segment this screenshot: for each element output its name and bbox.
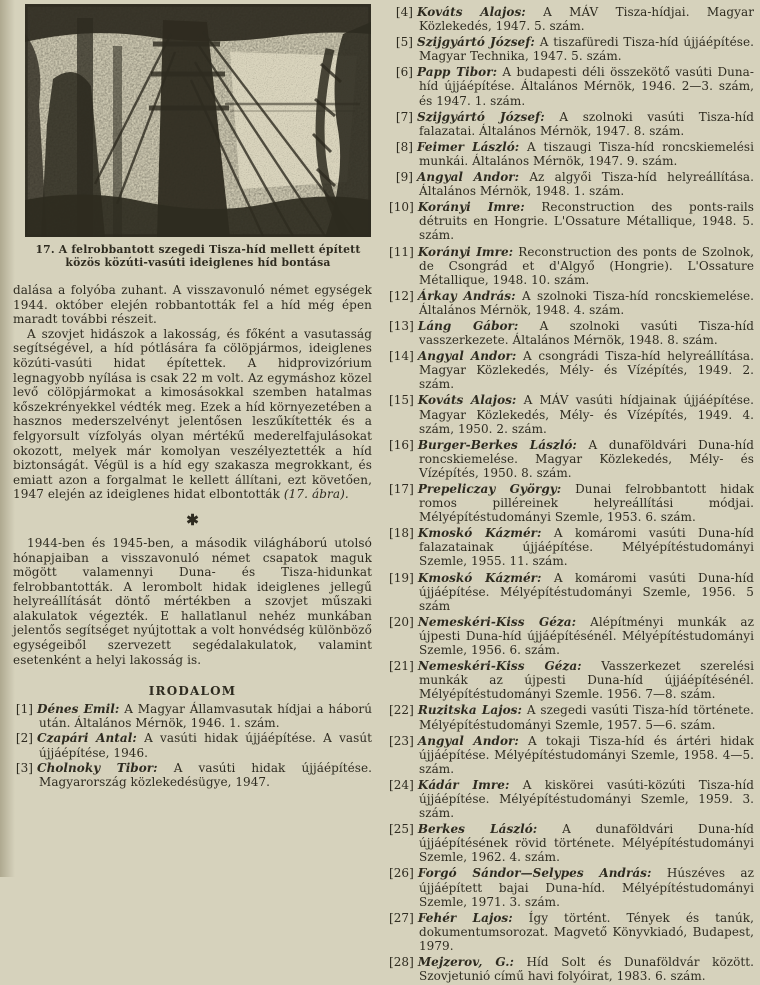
ref-author: Feimer László: (417, 139, 520, 154)
ref-number: [7] (395, 109, 413, 124)
ref-number: [10] (389, 200, 414, 215)
bibliography-entry (389, 200, 754, 242)
bibliography-entry (389, 866, 754, 908)
ref-number: [15] (389, 393, 414, 408)
ref-author: Korányi Imre: (417, 200, 525, 215)
ref-number: [2] (15, 731, 33, 746)
ref-author: Korányi Imre: (417, 244, 514, 259)
ref-text: A kiskörei vasúti-közúti Tisza-híd újjáépítése. Mélyépítéstudományi Szemle, 1959. 3. szám. (419, 777, 754, 821)
article-body (13, 283, 372, 502)
bibliography-entry (389, 245, 754, 287)
ref-text: A tiszafüredi Tisza-híd újjáépítése. Magyar Technika, 1947. 5. szám. (419, 35, 754, 64)
bibliography-entry (13, 702, 372, 730)
bibliography-entry (389, 778, 754, 820)
ref-text: A Magyar Államvasutak hídjai a háború után. Általános Mérnök, 1946. 1. szám. (39, 702, 372, 731)
ref-author: Kádár Imre: (417, 777, 510, 792)
bibliography-entry (389, 615, 754, 657)
bibliography-entry (13, 731, 372, 759)
ref-author: Berkes László: (417, 822, 538, 837)
bibliography-entry (389, 438, 754, 480)
ref-author: Prepeliczay György: (417, 482, 562, 496)
ref-text: Reconstruction des ponts-rails détruits en Hongrie. L'Ossature Métallique, 1948. 5. szám. (419, 200, 754, 243)
ref-number: [25] (389, 822, 414, 837)
ref-author: Mejzerov, G.: (417, 955, 514, 969)
ref-author: Szijgyártó József: (417, 109, 545, 124)
bibliography-entry (389, 170, 754, 198)
ref-number: [20] (389, 614, 414, 629)
ref-text: A tiszaugi Tisza-híd roncskiemelési munkái. Általános Mérnök, 1947. 9. szám. (419, 139, 754, 168)
ref-number: [12] (389, 288, 414, 303)
bibliography-entry (389, 289, 754, 317)
figure-caption: 17. A felrobbantott szegedi Tisza-híd mellett épített közös közúti-vasúti ideiglenes híd bontása (35, 243, 361, 269)
ref-author: Kováts Alajos: (417, 393, 517, 408)
bibliography-entry (389, 349, 754, 391)
ref-text: A dunaföldvári Duna-híd roncskiemelése. Magyar Közlekedés, Mély- és Vízépítés, 1950. 8. szám. (419, 437, 755, 480)
ref-author: Forgó Sándor—Selypes András: (417, 866, 652, 881)
ref-author: Fehér Lajos: (417, 910, 513, 925)
ref-text: Az algyői Tisza-híd helyreállítása. Általános Mérnök, 1948. 1. szám. (419, 170, 754, 199)
bibliography-entry (389, 482, 754, 524)
ref-text: A MÁV Tisza-hídjai. Magyar Közlekedés, 1947. 5. szám. (419, 5, 754, 34)
ref-author: Kmoskó Kázmér: (417, 526, 542, 541)
ref-author: Szijgyártó József: (417, 35, 535, 50)
ref-text: A dunaföldvári Duna-híd újjáépítésének rövid története. Mélyépítéstudományi Szemle, 1962. 4. szám. (419, 822, 754, 865)
ref-number: [9] (395, 170, 413, 185)
bibliography-entry (389, 35, 754, 63)
ref-author: Angyal Andor: (417, 349, 517, 364)
ref-text: A komáromi vasúti Duna-híd újjáépítése. Mélyépítéstudományi Szemle, 1956. 5 szám (419, 570, 754, 613)
ref-text: A szolnoki vasúti Tisza-híd vasszerkezete. Általános Mérnök, 1948. 8. szám. (419, 318, 754, 348)
ref-number: [21] (389, 659, 414, 674)
ref-number: [11] (389, 244, 414, 259)
ref-number: [13] (389, 318, 414, 333)
ref-text: Így történt. Tények és tanúk, dokumentumsorozat. Magvető Könyvkiadó, Budapest, 1979. (419, 910, 754, 953)
paragraph-text: A szovjet hidászok a lakosság, és főként a vasutasság segítségével, a híd pótlására fa cölöpjármos, ideiglenes közúti-vasúti hidat építettek. A hidprovizórium legnagyobb nyílása is csak 22 m volt. Az egymáshoz közel levő cölöpjármokat a kimosásokkal szemben hatalmas kőszekrényekkel védték meg. Ezek a híd környezetében a hasznos mederszelvényt jelentősen leszűkítették és a felgyorsult vízfolyás olyan mértékű mederelfajulásokat okozott, melyek már komolyan veszélyeztették a híd biztonságát. Végül is a híd egy szakasza megrokkant, és emiatt azon a forgalmat le kellett állítani, ezt követően, 1947 elején az ideiglenes hidat elbontották (13, 326, 372, 502)
bibliography-entry (389, 5, 754, 33)
ref-text: A szolnoki Tisza-híd roncskiemelése. Általános Mérnök, 1948. 4. szám. (419, 288, 754, 317)
bibliography-entry (389, 571, 754, 613)
ref-author: Dénes Emil: (37, 702, 120, 717)
right-column (389, 5, 754, 985)
bibliography-entry (389, 703, 754, 731)
bibliography-list-right (389, 5, 754, 983)
ref-number: [28] (389, 955, 414, 969)
bibliography-heading: IRODALOM (148, 684, 237, 699)
bibliography-entry (389, 65, 754, 107)
ref-text: Dunai felrobbantott hidak romos pilléreinek helyreállítási módjai. Mélyépítéstudományi Szemle, 1953. 6. szám. (419, 482, 754, 525)
bibliography-entry (389, 110, 754, 138)
ref-text: A csongrádi Tisza-híd helyreállítása. Magyar Közlekedés, Mély- és Vízépítés, 1949. 2. szám. (419, 349, 755, 392)
ref-author: Árkay András: (417, 288, 516, 303)
ref-author: Burger-Berkes László: (417, 437, 577, 452)
ref-number: [19] (389, 570, 414, 585)
ref-text: Reconstruction des ponts de Szolnok, de Csongrád et d'Algyő (Hongrie). L'Ossature Métallique, 1948. 10. szám. (419, 244, 754, 287)
bibliography-entry (389, 911, 754, 953)
ref-number: [1] (15, 702, 33, 717)
ref-text: Híd Solt és Dunaföldvár között. Szovjetunió című havi folyóirat, 1983. 6. szám. (419, 955, 754, 984)
left-column (13, 4, 372, 790)
paragraph-war-summary: 1944-ben és 1945-ben, a második világháború utolsó hónapjaiban a visszavonuló német csapatok maguk mögött valamennyi Duna- és Tisza-hidunkat felrobbantották. A lerombolt hidak ideiglenes jellegű helyreállítását döntő mértékben a szovjet műszaki alakulatok végezték. E hallatlanul nehéz munkában jelentős segítséget nyújtottak a volt honvédség különböző egységeiből szervezett segédalakulatok, valamint esetenként a helyi lakosság is. (13, 535, 372, 667)
ref-text: A budapesti déli összekötő vasúti Duna-híd újjáépítése. Általános Mérnök, 1946. 2—3. szám, és 1947. 1. szám. (419, 65, 754, 108)
ref-number: [14] (389, 349, 414, 364)
ref-author: Nemeskéri-Kiss Géza: (417, 659, 582, 674)
ref-number: [6] (395, 65, 413, 80)
ref-author: Angyal Andor: (417, 170, 520, 185)
ref-number: [5] (395, 35, 413, 50)
ref-text: A tokaji Tisza-híd és ártéri hidak újjáépítése. Mélyépítéstudományi Szemle, 1958. 4—5. szám. (419, 733, 754, 776)
ref-author: Láng Gábor: (417, 318, 519, 333)
ref-number: [8] (395, 139, 413, 154)
bridge-demolition-photo (25, 4, 371, 237)
ref-text: A vasúti hidak újjáépítése. A vasút újjáépítése, 1946. (39, 731, 372, 760)
ref-author: Ruzitska Lajos: (417, 703, 522, 718)
section-separator-star: ✱ (186, 510, 199, 529)
ref-author: Papp Tibor: (417, 65, 498, 80)
ref-number: [18] (389, 526, 414, 541)
ref-author: Cholnoky Tibor: (37, 760, 158, 775)
ref-author: Kmoskó Kázmér: (417, 570, 542, 585)
bibliography-entry (389, 822, 754, 864)
ref-author: Kováts Alajos: (417, 5, 526, 19)
ref-text: Vasszerkezet szerelési munkák az újpesti Duna-híd újjáépítésénél. Mélyépítéstudományi Szemle. 1956. 7—8. szám. (419, 659, 754, 702)
ref-author: Angyal Andor: (417, 733, 519, 748)
bibliography-entry (389, 140, 754, 168)
bibliography-entry (389, 734, 754, 776)
ref-text: Húszéves az újjáépített bajai Duna-híd. Mélyépítéstudományi Szemle, 1971. 3. szám. (419, 866, 755, 909)
ref-author: Czapári Antal: (37, 731, 137, 746)
ref-text: A szegedi vasúti Tisza-híd története. Mélyépítéstudományi Szemle, 1957. 5—6. szám. (419, 703, 754, 732)
ref-text: A vasúti hidak újjáépítése. Magyarország közlekedésügye, 1947. (39, 760, 372, 789)
bibliography-entry (389, 393, 754, 435)
bibliography-entry (389, 319, 754, 347)
bibliography-entry (13, 761, 372, 789)
ref-number: [16] (389, 437, 414, 452)
bibliography-entry (389, 659, 754, 701)
ref-number: [24] (389, 777, 414, 792)
ref-text: A MÁV vasúti hídjainak újjáépítése. Magyar Közlekedés, Mély- és Vízépítés, 1949. 4. szám, 1950. 2. szám. (419, 393, 755, 436)
ref-number: [22] (389, 703, 414, 718)
bibliography-list-left (13, 702, 372, 789)
ref-number: [23] (389, 733, 414, 748)
ref-number: [26] (389, 866, 414, 881)
ref-text: A szolnoki vasúti Tisza-híd falazatai. Általános Mérnök, 1947. 8. szám. (419, 109, 754, 138)
ref-number: [27] (389, 910, 414, 925)
ref-number: [4] (395, 5, 413, 19)
ref-author: Nemeskéri-Kiss Géza: (417, 614, 577, 629)
bibliography-entry (389, 955, 754, 983)
ref-number: [17] (389, 482, 414, 496)
paragraph-continuation: dalása a folyóba zuhant. A visszavonuló német egységek 1944. október elején robbantották fel a híd még épen maradt további részeit. (13, 283, 372, 327)
ref-number: [3] (15, 760, 33, 775)
ref-text: A komáromi vasúti Duna-híd falazatainak újjáépítése. Mélyépítéstudományi Szemle, 1955. 11. szám. (419, 526, 754, 569)
paragraph-soviet-bridge (13, 327, 372, 502)
figure-17 (25, 4, 371, 269)
bibliography-entry (389, 526, 754, 568)
ref-text: Alépítményi munkák az újpesti Duna-híd újjáépítésénél. Mélyépítéstudományi Szemle, 1956. 6. szám. (419, 614, 754, 658)
article-body-2 (13, 536, 372, 667)
figure-reference: (17. ábra). (283, 487, 349, 502)
